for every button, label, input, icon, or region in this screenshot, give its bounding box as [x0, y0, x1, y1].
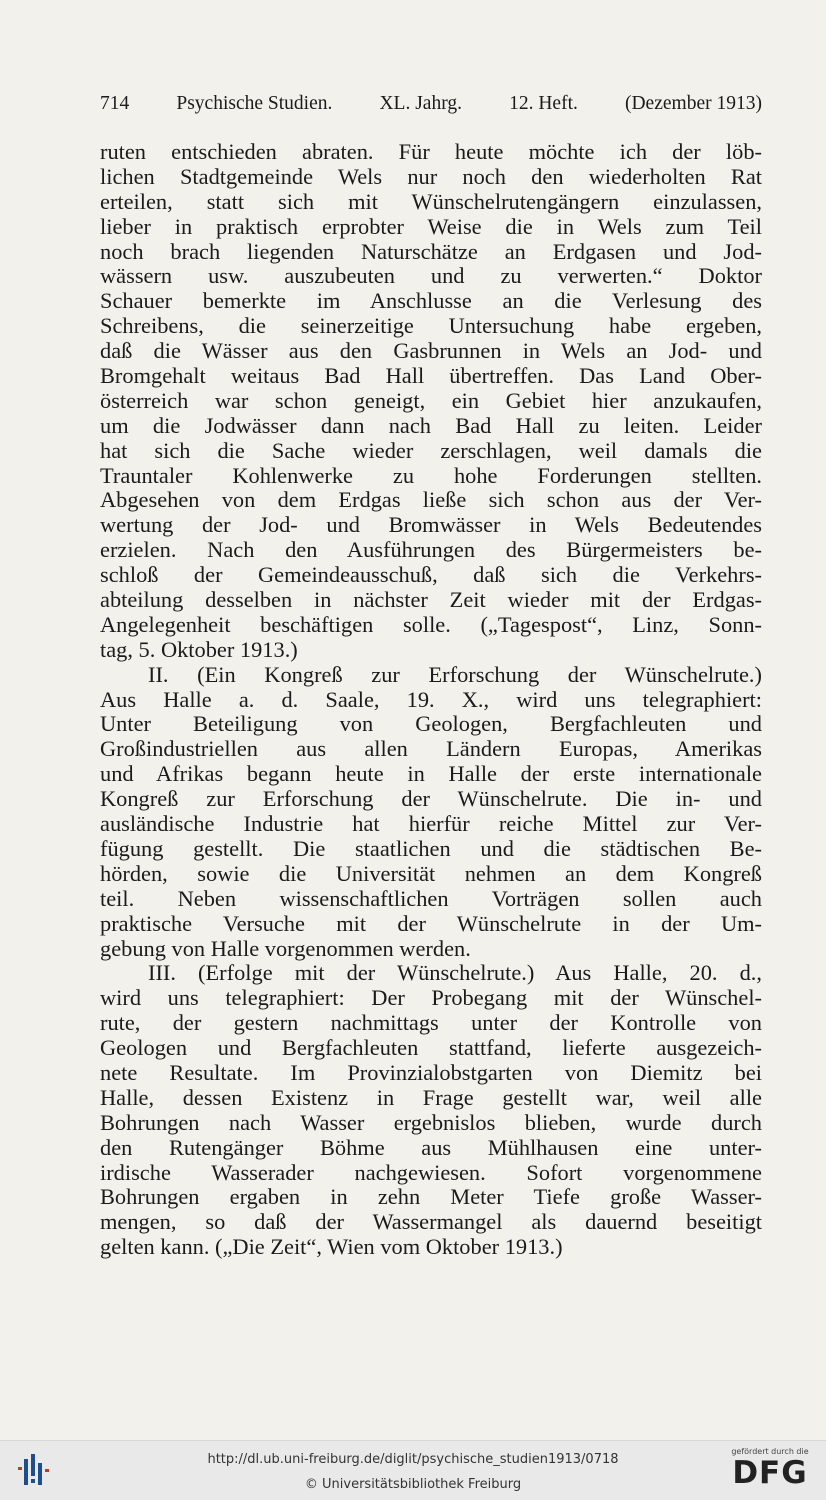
text-line: den Rutengänger Böhme aus Mühlhausen eine unter- [100, 1134, 762, 1160]
text-line: Unter Beteiligung von Geologen, Bergfachleuten und [100, 711, 762, 737]
text-line: abteilung desselben in nächster Zeit wieder mit der Erdgas- [100, 587, 762, 613]
text-line: Schauer bemerkte im Anschlusse an die Verlesung des [100, 288, 762, 314]
running-header [100, 93, 762, 117]
text-line: noch brach liegenden Naturschätze an Erdgasen und Jod- [100, 238, 762, 264]
text-line: wird uns telegraphiert: Der Probegang mit der Wünschel- [100, 985, 762, 1011]
viewer-footer [0, 1440, 826, 1500]
text-line: ruten entschieden abraten. Für heute möchte ich der löb- [100, 139, 762, 164]
text-line: wässern usw. auszubeuten und zu verwerten.“ Doktor [100, 263, 762, 289]
text-line: erteilen, statt sich mit Wünschelrutengängern einzulassen, [100, 188, 762, 214]
volume: XL. Jahrg. [379, 93, 462, 114]
text-line: teil. Neben wissenschaftlichen Vorträgen sollen auch [100, 885, 762, 911]
text-line: Abgesehen von dem Erdgas ließe sich schon aus der Ver- [100, 487, 762, 513]
text-line: Bromgehalt weitaus Bad Hall übertreffen. Das Land Ober- [100, 363, 762, 389]
text-line: mengen, so daß der Wassermangel als dauernd beseitigt [100, 1209, 762, 1235]
text-line: Aus Halle a. d. Saale, 19. X., wird uns telegraphiert: [100, 686, 762, 712]
text-line: Bohrungen ergaben in zehn Meter Tiefe große Wasser- [100, 1184, 762, 1210]
text-line: gebung von Halle vorgenommen werden. [100, 935, 471, 961]
dfg-caption: gefördert durch die [731, 1447, 809, 1456]
text-line: schloß der Gemeindeausschuß, daß sich die Verkehrs- [100, 562, 762, 588]
copyright-notice: © Universitätsbibliothek Freiburg [304, 1477, 522, 1492]
text-line: Halle, dessen Existenz in Frage gestellt war, weil alle [100, 1084, 762, 1110]
text-line: Trauntaler Kohlenwerke zu hohe Forderungen stellten. [100, 462, 762, 488]
text-line: um die Jodwässer dann nach Bad Hall zu leiten. Leider [100, 412, 762, 438]
journal-title: Psychische Studien. [176, 93, 333, 114]
text-line: erzielen. Nach den Ausführungen des Bürgermeisters be- [100, 537, 762, 563]
dfg-logo[interactable] [726, 1447, 814, 1495]
text-line: rute, der gestern nachmittags unter der Kontrolle von [100, 1010, 762, 1036]
text-line: ausländische Industrie hat hierfür reiche Mittel zur Ver- [100, 811, 762, 837]
text-line: nete Resultate. Im Provinzialobstgarten von Diemitz bei [100, 1059, 762, 1085]
text-line: gelten kann. („Die Zeit“, Wien vom Oktober 1913.) [100, 1234, 563, 1260]
text-line: Kongreß zur Erforschung der Wünschelrute. Die in- und [100, 786, 762, 812]
dfg-logo-text: DFG [732, 1455, 808, 1491]
page-number: 714 [100, 93, 130, 114]
text-line: lichen Stadtgemeinde Wels nur noch den wiederholten Rat [100, 163, 762, 189]
text-line: lieber in praktisch erprobter Weise die in Wels zum Teil [100, 213, 762, 239]
text-line: Schreibens, die seinerzeitige Untersuchung habe ergeben, [100, 313, 762, 339]
text-line: tag, 5. Oktober 1913.) [100, 636, 298, 662]
text-line: hörden, sowie die Universität nehmen an dem Kongreß [100, 860, 762, 886]
text-line: österreich war schon geneigt, ein Gebiet hier anzukaufen, [100, 387, 762, 413]
text-line: irdische Wasserader nachgewiesen. Sofort vorgenommene [100, 1159, 762, 1185]
issue: 12. Heft. [509, 93, 578, 114]
text-line: praktische Versuche mit der Wünschelrute in der Um- [100, 910, 762, 936]
text-line: II. (Ein Kongreß zur Erforschung der Wünschelrute.) [148, 661, 762, 687]
text-line: Großindustriellen aus allen Ländern Europas, Amerikas [100, 736, 762, 762]
text-line: III. (Erfolge mit der Wünschelrute.) Aus Halle, 20. d., [148, 960, 762, 986]
text-line: Bohrungen nach Wasser ergebnislos blieben, wurde durch [100, 1109, 762, 1135]
text-line: und Afrikas begann heute in Halle der erste internationale [100, 761, 762, 787]
text-line: Geologen und Bergfachleuten stattfand, lieferte ausgezeich- [100, 1035, 762, 1061]
text-line: hat sich die Sache wieder zerschlagen, weil damals die [100, 437, 762, 463]
text-line: wertung der Jod- und Bromwässer in Wels Bedeutendes [100, 512, 762, 538]
text-line: daß die Wässer aus den Gasbrunnen in Wels an Jod- und [100, 338, 762, 364]
document-url[interactable]: http://dl.ub.uni-freiburg.de/diglit/psychische_studien1913/0718 [207, 1452, 619, 1467]
text-line: Angelegenheit beschäftigen solle. („Tagespost“, Linz, Sonn- [100, 611, 762, 637]
issue-date: (Dezember 1913) [624, 93, 762, 114]
text-line: fügung gestellt. Die staatlichen und die städtischen Be- [100, 835, 762, 861]
body-text [100, 140, 762, 1260]
